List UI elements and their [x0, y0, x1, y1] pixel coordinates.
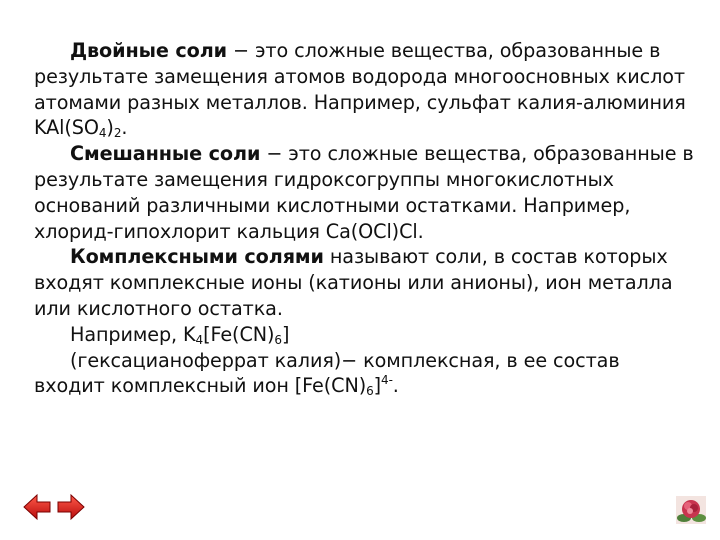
subscript: 4 — [195, 332, 204, 347]
paragraph-text: ] — [373, 374, 382, 398]
subscript: 4 — [98, 126, 107, 141]
paragraph-text: . — [121, 116, 128, 140]
right-arrow-icon — [56, 492, 86, 522]
paragraph-double-salts — [34, 38, 696, 141]
term-double-salts: Двойные соли — [70, 39, 228, 62]
paragraph-example-explanation — [34, 348, 696, 400]
paragraph-mixed-salts — [34, 141, 696, 244]
paragraph-text: Например, K — [70, 322, 196, 346]
subscript: 6 — [366, 384, 374, 399]
paragraph-text: . — [392, 374, 399, 398]
slide-text — [34, 38, 696, 399]
left-arrow-icon — [22, 492, 52, 522]
superscript: 4- — [381, 373, 393, 388]
flower-icon — [676, 496, 706, 524]
paragraph-text: − это сложные вещества, образованные в результате замещения атомов водорода многоосновных кислот атомами разных металлов. Например, сульфат калия-алюминия KAl(SO — [34, 39, 686, 140]
paragraph-text: называют соли, в состав которых входят комплексные ионы (катионы или анионы), ион металла или кислотного остатка. — [34, 245, 673, 320]
previous-slide-button[interactable] — [22, 492, 52, 522]
next-slide-button[interactable] — [56, 492, 86, 522]
term-mixed-salts: Смешанные соли — [70, 142, 261, 166]
term-complex-salts: Комплексными солями — [70, 245, 324, 269]
paragraph-text: (гексацианоферрат калия)− комплексная, в ее состав входит комплексный ион [Fe(CN) — [34, 348, 620, 398]
paragraph-example — [34, 322, 696, 348]
paragraph-text: ) — [106, 116, 114, 140]
paragraph-text: − это сложные вещества, образованные в результате замещения гидроксогруппы многокислотных оснований различными кислотными остатками. Например, хлорид-гипохлорит кальция Ca(OCl)Cl. — [34, 142, 694, 243]
paragraph-text: [Fe(CN) — [203, 322, 275, 346]
subscript: 2 — [113, 126, 122, 141]
subscript: 6 — [274, 332, 282, 347]
paragraph-complex-salts — [34, 244, 696, 321]
paragraph-text: ] — [281, 322, 290, 346]
